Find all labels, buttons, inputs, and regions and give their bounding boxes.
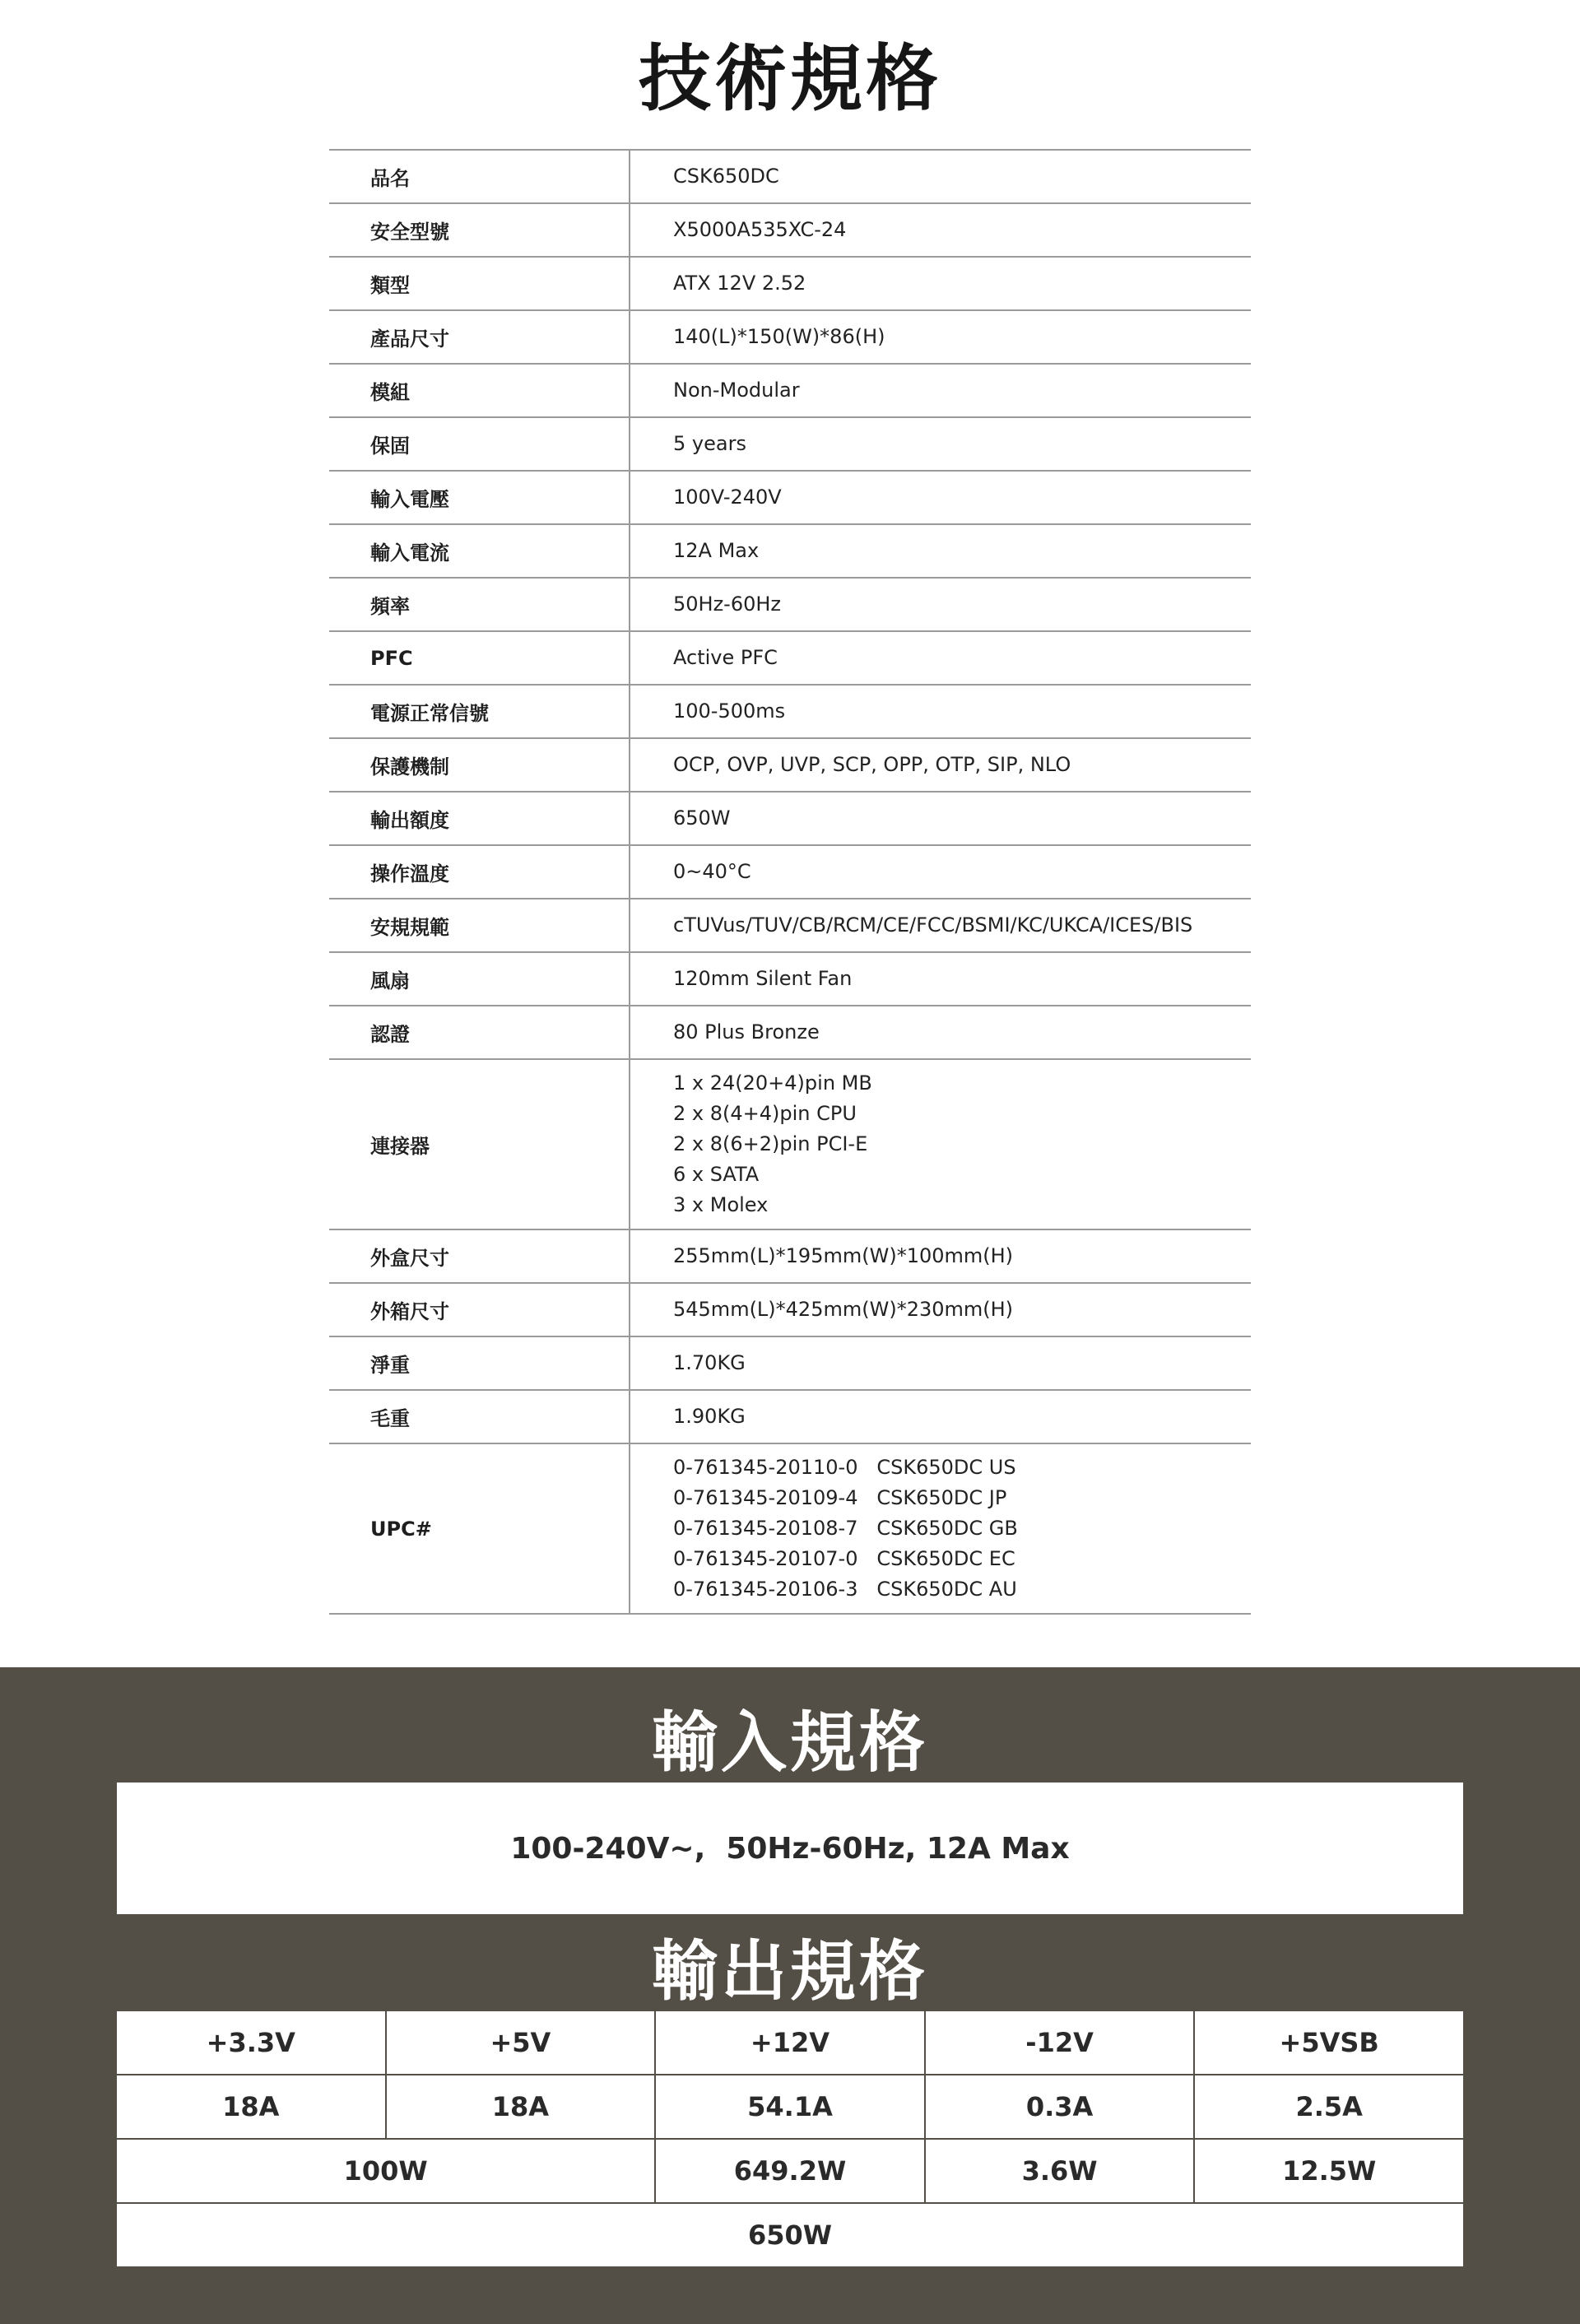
spec-value-line: 0-761345-20106-3 CSK650DC AU <box>673 1578 1017 1601</box>
spec-row <box>329 1444 1251 1615</box>
spec-value <box>630 204 1251 256</box>
spec-row <box>329 1006 1251 1060</box>
current-5v: 18A <box>387 2075 655 2138</box>
spec-label: 操作溫度 <box>329 846 630 898</box>
spec-row <box>329 579 1251 632</box>
spec-label: 保護機制 <box>329 739 630 791</box>
spec-value <box>630 472 1251 523</box>
spec-value-line: 3 x Molex <box>673 1193 769 1216</box>
spec-value-line: 1 x 24(20+4)pin MB <box>673 1071 872 1095</box>
spec-value-line: 100-500ms <box>673 700 786 723</box>
output-current-row <box>117 2075 1463 2138</box>
spec-value-line: 0-761345-20109-4 CSK650DC JP <box>673 1486 1007 1509</box>
output-power-row <box>117 2140 1463 2202</box>
spec-value-line: 5 years <box>673 432 746 455</box>
current-5vsb: 2.5A <box>1195 2075 1463 2138</box>
spec-value-line: Active PFC <box>673 646 778 669</box>
spec-value-line: 1.90KG <box>673 1405 746 1428</box>
power-5vsb: 12.5W <box>1195 2140 1463 2202</box>
spec-label: 連接器 <box>329 1060 630 1229</box>
spec-label: 認證 <box>329 1006 630 1058</box>
spec-label: 保固 <box>329 418 630 470</box>
spec-value <box>630 739 1251 791</box>
spec-label: 安規規範 <box>329 899 630 951</box>
spec-row <box>329 1391 1251 1444</box>
spec-value <box>630 525 1251 577</box>
spec-value-line: 120mm Silent Fan <box>673 967 853 990</box>
spec-value <box>630 1337 1251 1389</box>
spec-value-line: 0-761345-20108-7 CSK650DC GB <box>673 1517 1018 1540</box>
spec-row <box>329 258 1251 311</box>
spec-value <box>630 846 1251 898</box>
spec-label: 品名 <box>329 151 630 202</box>
spec-value-line: 6 x SATA <box>673 1163 760 1186</box>
spec-value-line: 2 x 8(6+2)pin PCI-E <box>673 1132 868 1155</box>
spec-label: 頻率 <box>329 579 630 630</box>
spec-label: UPC# <box>329 1444 630 1613</box>
spec-label: 輸入電壓 <box>329 472 630 523</box>
spec-label: PFC <box>329 632 630 684</box>
spec-value <box>630 1230 1251 1282</box>
spec-row <box>329 151 1251 204</box>
spec-value <box>630 258 1251 309</box>
spec-row <box>329 899 1251 953</box>
spec-row <box>329 632 1251 686</box>
spec-row <box>329 525 1251 579</box>
spec-label: 模組 <box>329 365 630 416</box>
spec-value-line: 100V-240V <box>673 486 782 509</box>
power-3v3-5v-combined: 100W <box>117 2140 654 2202</box>
rail-5vsb: +5VSB <box>1195 2011 1463 2074</box>
spec-value <box>630 151 1251 202</box>
spec-value-line: 80 Plus Bronze <box>673 1020 820 1043</box>
spec-value <box>630 579 1251 630</box>
spec-row <box>329 792 1251 846</box>
spec-label: 風扇 <box>329 953 630 1005</box>
spec-label: 產品尺寸 <box>329 311 630 363</box>
spec-row <box>329 204 1251 258</box>
spec-row <box>329 472 1251 525</box>
spec-row <box>329 739 1251 792</box>
output-rail-row <box>117 2011 1463 2074</box>
spec-value-line: Non-Modular <box>673 379 800 402</box>
spec-label: 外盒尺寸 <box>329 1230 630 1282</box>
spec-row <box>329 1337 1251 1391</box>
spec-row <box>329 1230 1251 1284</box>
spec-label: 毛重 <box>329 1391 630 1443</box>
input-spec-value: 100-240V~, 50Hz-60Hz, 12A Max <box>510 1831 1070 1866</box>
spec-label: 輸入電流 <box>329 525 630 577</box>
rail-3v3: +3.3V <box>117 2011 385 2074</box>
spec-value <box>630 632 1251 684</box>
spec-value-line: 0-761345-20110-0 CSK650DC US <box>673 1456 1016 1479</box>
spec-value-line: CSK650DC <box>673 165 779 188</box>
output-title: 輸出規格 <box>652 1933 928 2010</box>
spec-label: 安全型號 <box>329 204 630 256</box>
spec-value <box>630 899 1251 951</box>
spec-value <box>630 311 1251 363</box>
spec-title: 技術規格 <box>638 36 941 121</box>
spec-value <box>630 1006 1251 1058</box>
power-total: 650W <box>117 2204 1463 2266</box>
spec-value-line: 2 x 8(4+4)pin CPU <box>673 1102 857 1125</box>
spec-value <box>630 1284 1251 1336</box>
current-3v3: 18A <box>117 2075 385 2138</box>
output-total-row <box>117 2204 1463 2266</box>
spec-row <box>329 1284 1251 1337</box>
rail-neg12v: -12V <box>926 2011 1194 2074</box>
spec-value-line: 140(L)*150(W)*86(H) <box>673 325 885 348</box>
spec-label: 淨重 <box>329 1337 630 1389</box>
spec-value-line: 545mm(L)*425mm(W)*230mm(H) <box>673 1298 1014 1321</box>
spec-label: 輸出額度 <box>329 792 630 844</box>
spec-value-line: 0-761345-20107-0 CSK650DC EC <box>673 1547 1015 1570</box>
spec-value-line: OCP, OVP, UVP, SCP, OPP, OTP, SIP, NLO <box>673 753 1071 776</box>
io-section <box>0 1667 1580 2324</box>
current-12v: 54.1A <box>656 2075 924 2138</box>
spec-value <box>630 365 1251 416</box>
spec-value <box>630 953 1251 1005</box>
spec-row <box>329 1060 1251 1230</box>
spec-row <box>329 365 1251 418</box>
spec-value-line: ATX 12V 2.52 <box>673 272 806 295</box>
spec-value-line: 0~40°C <box>673 860 751 883</box>
spec-row <box>329 311 1251 365</box>
rail-12v: +12V <box>656 2011 924 2074</box>
spec-value-line: 1.70KG <box>673 1351 746 1374</box>
input-spec-box <box>117 1783 1463 1914</box>
spec-row <box>329 846 1251 899</box>
spec-row <box>329 953 1251 1006</box>
spec-value-line: 50Hz-60Hz <box>673 593 782 616</box>
spec-label: 外箱尺寸 <box>329 1284 630 1336</box>
power-12v: 649.2W <box>656 2140 924 2202</box>
spec-value-line: cTUVus/TUV/CB/RCM/CE/FCC/BSMI/KC/UKCA/ICES/BIS <box>673 913 1193 937</box>
spec-value-line: 650W <box>673 806 731 830</box>
output-table <box>117 2011 1463 2268</box>
spec-table <box>329 149 1251 1615</box>
spec-row <box>329 686 1251 739</box>
rail-5v: +5V <box>387 2011 655 2074</box>
spec-value <box>630 418 1251 470</box>
power-neg12v: 3.6W <box>926 2140 1194 2202</box>
spec-row <box>329 418 1251 472</box>
spec-value <box>630 686 1251 737</box>
spec-value-line: X5000A535XC-24 <box>673 218 847 241</box>
spec-value-line: 255mm(L)*195mm(W)*100mm(H) <box>673 1244 1014 1267</box>
spec-value <box>630 1444 1251 1613</box>
spec-label: 類型 <box>329 258 630 309</box>
spec-value-line: 12A Max <box>673 539 760 562</box>
current-neg12v: 0.3A <box>926 2075 1194 2138</box>
spec-value <box>630 1060 1251 1229</box>
spec-value <box>630 1391 1251 1443</box>
spec-label: 電源正常信號 <box>329 686 630 737</box>
input-title: 輸入規格 <box>652 1704 928 1781</box>
spec-value <box>630 792 1251 844</box>
